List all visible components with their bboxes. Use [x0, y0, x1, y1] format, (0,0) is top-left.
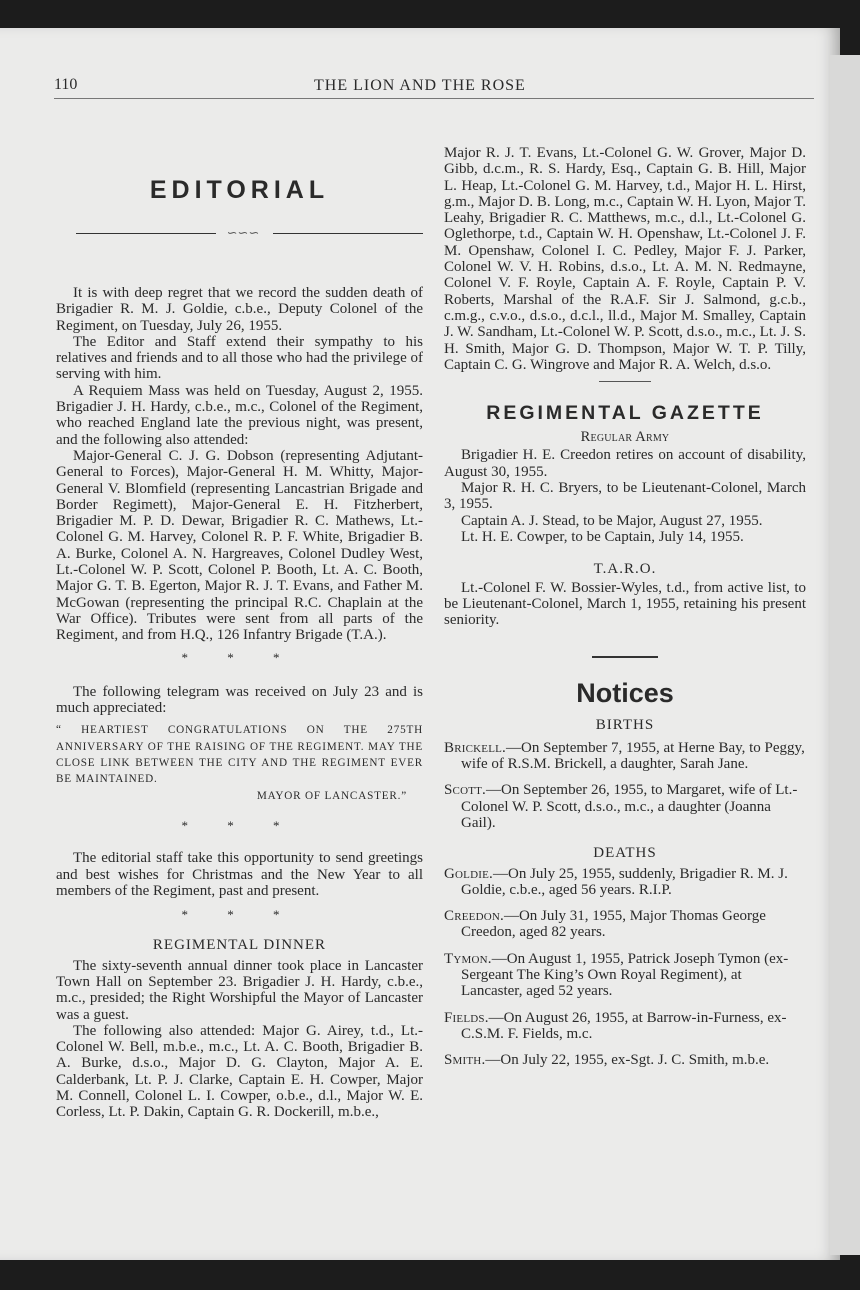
entry-text: —On September 7, 1955, at Herne Bay, to Peggy, wife of R.S.M. Brickell, a daughter, Sarah Jane.	[461, 739, 805, 773]
editorial-paragraph: Major-General C. J. G. Dobson (representing Adjutant-General to Forces), Major-General H. M. Whitty, Major-General V. Blomfield (representing Lancastrian Brigade and Border Regimett), Major-General E. H. Fitzherbert, Brigadier M. P. D. Dewar, Brigadier R. C. Mathews, Lt.-Colonel G. M. Harvey, Colonel R. P. F. White, Brigadier B. A. Burke, Colonel A. N. Hargreaves, Colonel Dudley West, Lt.-Colonel W. P. Scott, Colonel P. Booth, Lt. A. C. Booth, Major G. T. B. Egerton, Major R. J. T. Evans, and Father M. McGowan (representing the principal R.C. Chaplain at the War Office). Tributes were sent from all parts of the Regiment, and from H.Q., 126 Infantry Brigade (T.A.).	[56, 447, 423, 644]
entry-name: Brickell.	[444, 739, 506, 756]
telegram-text: “ HEARTIEST CONGRATULATIONS ON THE 275TH ANNIVERSARY OF THE RAISING OF THE REGIMENT. MAY THE CLOSE LINK BETWEEN THE CITY AND THE REGIMENT EVER BE MAINTAINED.	[56, 724, 423, 786]
death-entry	[444, 866, 806, 899]
deaths-heading: DEATHS	[593, 845, 657, 862]
section-divider	[592, 656, 658, 658]
header-rule	[54, 98, 814, 99]
death-entry	[444, 951, 806, 1000]
entry-name: Creedon.	[444, 908, 504, 925]
page-number: 110	[54, 76, 78, 93]
gazette-item: Lt.-Colonel F. W. Bossier-Wyles, t.d., from active list, to be Lieutenant-Colonel, March 1, 1955, retaining his present seniority.	[444, 579, 806, 629]
notices-title: Notices	[576, 678, 674, 709]
editorial-paragraph: Major R. J. T. Evans, Lt.-Colonel G. W. Grover, Major D. Gibb, d.c.m., R. S. Hardy, Esq., Captain G. B. Hill, Major L. Heap, Lt.-Colonel G. M. Harvey, t.d., Major H. L. Hirst, g.m., Major D. B. Long, m.c., Captain W. H. Lyon, Major T. Leahy, Brigadier R. C. Matthews, m.c., d.l., Lt.-Colonel G. Oglethorpe, t.d., Captain W. H. Openshaw, Lt.-Colonel J. F. M. Openshaw, Colonel I. C. Pedley, Major F. J. Parker, Colonel W. V. H. Robins, d.s.o., Lt. A. M. N. Redmayne, Colonel V. F. Royle, Captain A. F. Royle, Captain P. V. Roberts, Marshal of the R.A.F. Sir J. Salmond, g.c.b., c.m.g., c.v.o., d.s.o., d.c.l., ll.d., Major M. Smalley, Captain J. W. Sandham, Lt.-Colonel W. P. Scott, d.s.o., m.c., Lt. J. S. H. Smith, Major G. D. Thompson, Major W. T. P. Tilly, Captain C. G. Wingrove and Major R. A. Welch, d.s.o.	[444, 145, 806, 373]
editorial-title: EDITORIAL	[149, 176, 330, 204]
dinner-heading: REGIMENTAL DINNER	[152, 937, 327, 954]
birth-entry	[444, 740, 806, 773]
section-stars: * * *	[181, 649, 298, 665]
page-header	[0, 76, 840, 106]
magazine-page	[0, 28, 840, 1260]
entry-text: —On July 25, 1955, suddenly, Brigadier R. M. J. Goldie, c.b.e., aged 56 years. R.I.P.	[461, 865, 788, 898]
entry-text: —On August 26, 1955, at Barrow-in-Furness, ex-C.S.M. F. Fields, m.c.	[461, 1009, 787, 1042]
left-column	[56, 140, 423, 1121]
telegram-signature: MAYOR OF LANCASTER.”	[256, 789, 407, 802]
gazette-item: Captain A. J. Stead, to be Major, August 27, 1955.	[461, 512, 763, 529]
running-head: THE LION AND THE ROSE	[314, 77, 526, 94]
ornament-divider	[56, 225, 423, 241]
editorial-paragraph: The Editor and Staff extend their sympathy to his relatives and friends and to all those who had the privilege of serving with him.	[56, 333, 423, 383]
gazette-title: REGIMENTAL GAZETTE	[486, 402, 764, 425]
births-heading: BIRTHS	[595, 717, 655, 734]
gazette-item: Lt. H. E. Cowper, to be Captain, July 14, 1955.	[461, 528, 744, 545]
entry-name: Smith.	[444, 1052, 486, 1069]
editorial-paragraph: The sixty-seventh annual dinner took place in Lancaster Town Hall on September 23. Brigadier J. H. Hardy, c.b.e., m.c., presided; the Right Worshipful the Mayor of Lancaster was a guest.	[56, 957, 423, 1023]
editorial-paragraph: The following telegram was received on July 23 and is much appreciated:	[56, 683, 423, 717]
right-column	[444, 145, 806, 1068]
taro-heading: T.A.R.O.	[593, 561, 657, 578]
death-entry	[444, 1010, 806, 1043]
section-stars: * * *	[181, 907, 298, 923]
entry-text: —On August 1, 1955, Patrick Joseph Tymon (ex-Sergeant The King’s Own Royal Regiment), at Lancaster, aged 52 years.	[461, 950, 789, 1000]
entry-name: Tymon.	[444, 950, 492, 967]
entry-name: Fields.	[444, 1009, 489, 1026]
entry-name: Goldie.	[444, 865, 493, 882]
section-divider	[599, 381, 651, 382]
editorial-paragraph: It is with deep regret that we record the sudden death of Brigadier R. M. J. Goldie, c.b.e., Deputy Colonel of the Regiment, on Tuesday, July 26, 1955.	[56, 285, 423, 334]
section-stars: * * *	[181, 817, 298, 833]
editorial-paragraph: The following also attended: Major G. Airey, t.d., Lt.-Colonel W. Bell, m.b.e., m.c., Lt. A. C. Booth, Brigadier B. A. Burke, d.s.o., Major D. G. Clayton, Major A. E. Calderbank, Lt. P. J. Clarke, Captain E. H. Cowper, Major M. Connell, Colonel L. I. Cowper, o.b.e., d.l., Major W. E. Corless, Lt. P. Dakin, Captain G. R. Dockerill, m.b.e.,	[56, 1022, 423, 1121]
death-entry	[444, 1052, 806, 1068]
death-entry	[444, 908, 806, 941]
adjacent-page-edge	[830, 55, 860, 1255]
birth-entry	[444, 782, 806, 831]
gazette-item: Brigadier H. E. Creedon retires on account of disability, August 30, 1955.	[444, 447, 806, 480]
entry-text: —On July 22, 1955, ex-Sgt. J. C. Smith, m.b.e.	[485, 1052, 770, 1069]
entry-name: Scott.	[444, 782, 487, 799]
editorial-paragraph: The editorial staff take this opportunity to send greetings and best wishes for Christmas and the New Year to all members of the Regiment, past and present.	[56, 850, 423, 899]
entry-text: —On July 31, 1955, Major Thomas George Creedon, aged 82 years.	[461, 908, 766, 941]
entry-text: —On September 26, 1955, to Margaret, wife of Lt.-Colonel W. P. Scott, d.s.o., m.c., a daughter (Joanna Gail).	[461, 782, 798, 831]
gazette-item: Major R. H. C. Bryers, to be Lieutenant-Colonel, March 3, 1955.	[444, 480, 806, 513]
flourish-ornament: ∽∽∽	[226, 225, 260, 240]
editorial-paragraph: A Requiem Mass was held on Tuesday, August 2, 1955. Brigadier J. H. Hardy, c.b.e., m.c., Colonel of the Regiment, who reached England late the previous night, was present, and the following also attended:	[56, 382, 423, 448]
regular-army-heading: Regular Army	[580, 429, 670, 446]
